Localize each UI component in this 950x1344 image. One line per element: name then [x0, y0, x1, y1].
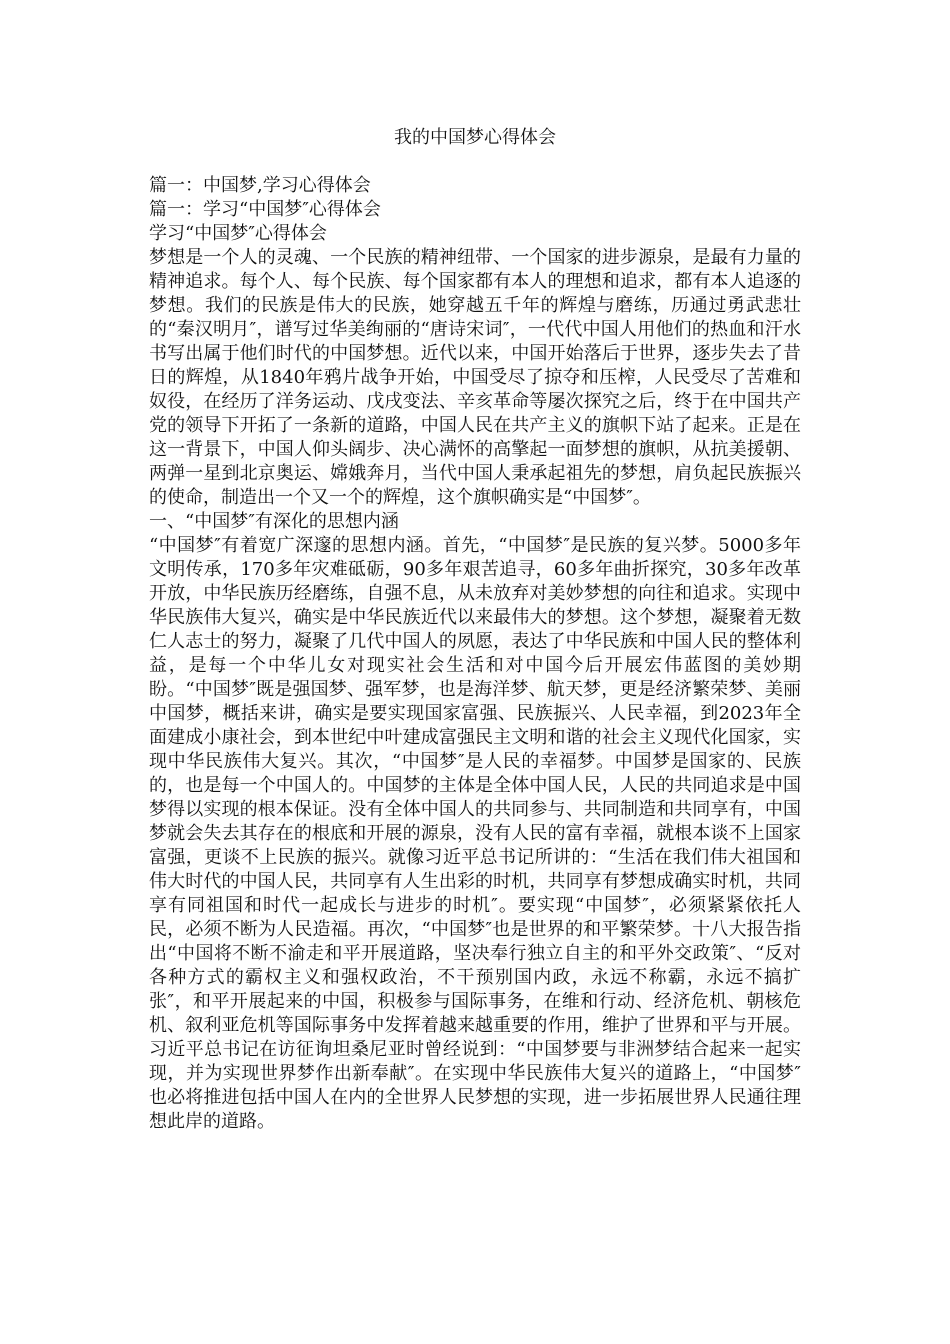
document-body — [149, 174, 801, 1134]
subsection-heading: 一、“中国梦″有深化的思想内涵 — [149, 511, 399, 532]
article-title: 学习“中国梦″心得体会 — [149, 223, 327, 244]
section-heading-1: 篇一：中国梦,学习心得体会 — [149, 175, 371, 196]
body-paragraph-main: “中国梦″有着宽广深邃的思想内涵。首先，“中国梦″是民族的复兴梦。5000多年文明传承，170多年灾难砥砺，90多年艰苦追寻，60多年曲折探究，30多年改革开放，中华民族历经磨练，自强不息，从未放弃对美妙梦想的向往和追求。实现中华民族伟大复兴，确实是中华民族近代以来最伟大的梦想。这个梦想，凝聚着无数仁人志士的努力，凝聚了几代中国人的夙愿，表达了中华民族和中国人民的整体利益，是每一个中华儿女对现实社会生活和对中国今后开展宏伟蓝图的美妙期盼。“中国梦″既是强国梦、强军梦，也是海洋梦、航天梦，更是经济繁荣梦、美丽中国梦，概括来讲，确实是要实现国家富强、民族振兴、人民幸福，到2023年全面建成小康社会，到本世纪中叶建成富强民主文明和谐的社会主义现代化国家，实现中华民族伟大复兴。其次，“中国梦″是人民的幸福梦。中国梦是国家的、民族的，也是每一个中国人的。中国梦的主体是全体中国人民，人民的共同追求是中国梦得以实现的根本保证。没有全体中国人的共同参与、共同制造和共同享有，中国梦就会失去其存在的根底和开展的源泉，没有人民的富有幸福，就根本谈不上国家富强，更谈不上民族的振兴。就像习近平总书记所讲的：“生活在我们伟大祖国和伟大时代的中国人民，共同享有人生出彩的时机，共同享有梦想成确实时机，共同享有同祖国和时代一起成长与进步的时机″。要实现“中国梦″，必须紧紧依托人民，必须不断为人民造福。再次，“中国梦″也是世界的和平繁荣梦。十八大报告指出“中国将不断不渝走和平开展道路，坚决奉行独立自主的和平外交政策″、“反对各种方式的霸权主义和强权政治，不干预别国内政，永远不称霸，永远不搞扩张″，和平开展起来的中国，积极参与国际事务，在维和行动、经济危机、朝核危机、叙利亚危机等国际事务中发挥着越来越重要的作用，维护了世界和平与开展。习近平总书记在访征询坦桑尼亚时曾经说到：“中国梦要与非洲梦结合起来一起实现，并为实现世界梦作出新奉献″。在实现中华民族伟大复兴的道路上，“中国梦″也必将推进包括中国人在内的全世界人民梦想的实现，进一步拓展世界人民通往理想此岸的道路。 — [149, 535, 801, 1132]
body-paragraph-intro: 梦想是一个人的灵魂、一个民族的精神纽带、一个国家的进步源泉，是最有力量的精神追求。每个人、每个民族、每个国家都有本人的理想和追求，都有本人追逐的梦想。我们的民族是伟大的民族，她穿越五千年的辉煌与磨练，历通过勇武悲壮的“秦汉明月″，谱写过华美绚丽的“唐诗宋词″，一代代中国人用他们的热血和汗水书写出属于他们时代的中国梦想。近代以来，中国开始落后于世界，逐步失去了昔日的辉煌，从1840年鸦片战争开始，中国受尽了掠夺和压榨，人民受尽了苦难和奴役，在经历了洋务运动、戊戌变法、辛亥革命等屡次探究之后，终于在中国共产党的领导下开拓了一条新的道路，中国人民在共产主义的旗帜下站了起来。正是在这一背景下，中国人仰头阔步、决心满怀的高擎起一面梦想的旗帜，从抗美援朝、两弹一星到北京奥运、嫦娥奔月，当代中国人秉承起祖先的梦想，肩负起民族振兴的使命，制造出一个又一个的辉煌，这个旗帜确实是“中国梦″。 — [149, 247, 801, 508]
document-title: 我的中国梦心得体会 — [394, 127, 556, 148]
section-heading-2: 篇一：学习“中国梦″心得体会 — [149, 199, 381, 220]
